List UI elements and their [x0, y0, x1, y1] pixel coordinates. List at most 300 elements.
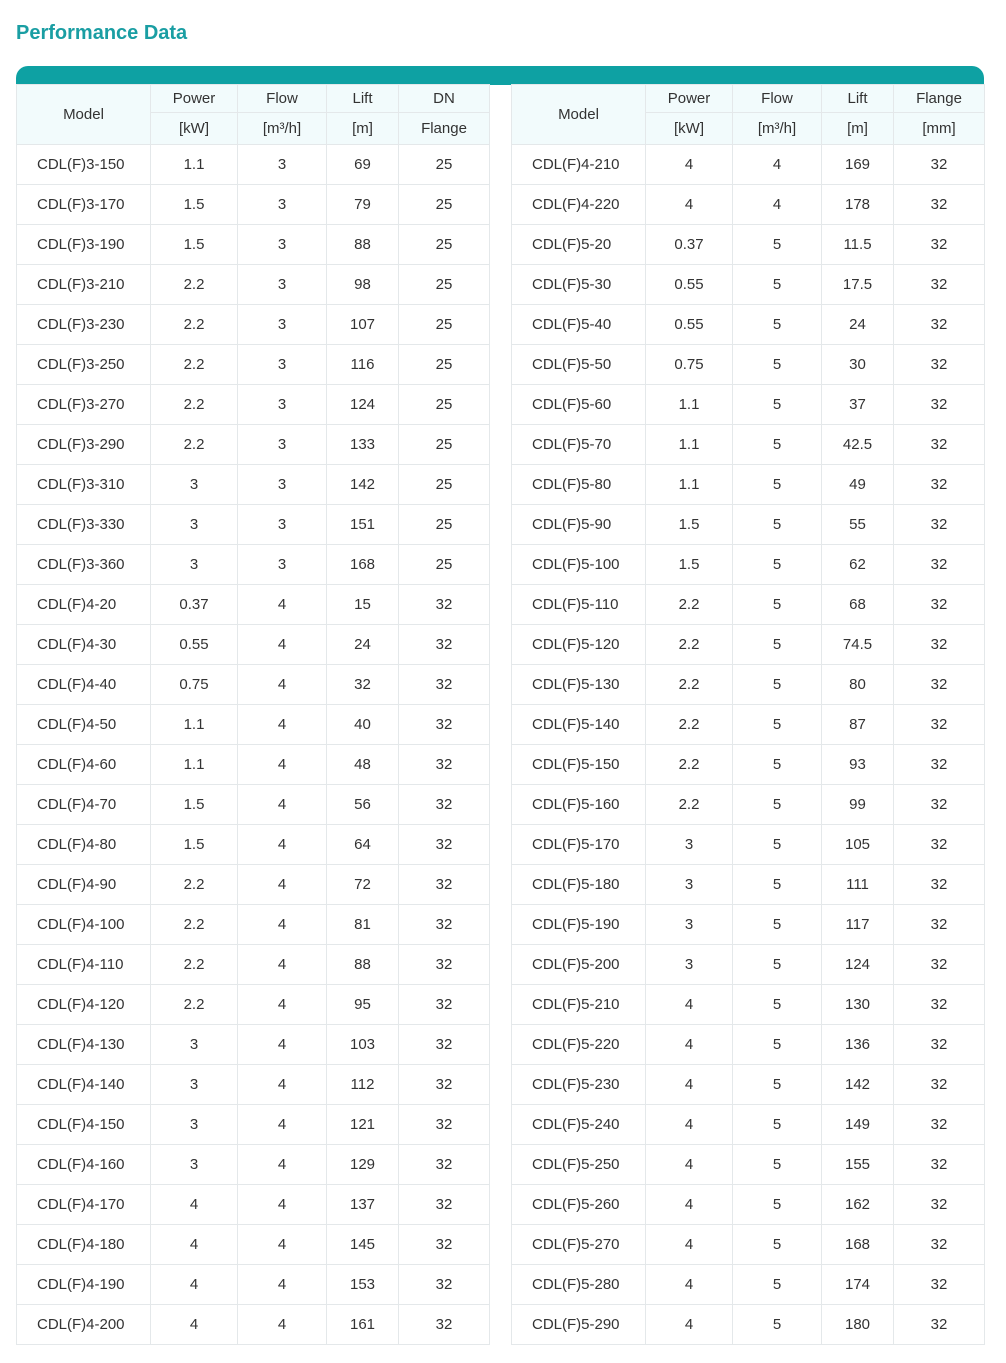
- cell-power: 4: [646, 1265, 733, 1305]
- cell-model: CDL(F)5-210: [512, 985, 646, 1025]
- cell-lift: 161: [327, 1305, 399, 1345]
- cell-power: 4: [646, 1065, 733, 1105]
- cell-power: 4: [151, 1225, 238, 1265]
- cell-flange: 32: [399, 705, 490, 745]
- cell-flow: 5: [733, 1265, 822, 1305]
- cell-flow: 4: [238, 1105, 327, 1145]
- cell-model: CDL(F)3-330: [17, 505, 151, 545]
- table-row: [512, 545, 985, 585]
- cell-lift: 88: [327, 225, 399, 265]
- cell-lift: 153: [327, 1265, 399, 1305]
- table-row: [512, 705, 985, 745]
- cell-power: 2.2: [151, 305, 238, 345]
- cell-power: 4: [646, 185, 733, 225]
- cell-flow: 4: [733, 145, 822, 185]
- cell-power: 3: [151, 465, 238, 505]
- cell-lift: 69: [327, 145, 399, 185]
- cell-flow: 5: [733, 545, 822, 585]
- cell-flange: 25: [399, 545, 490, 585]
- cell-lift: 68: [822, 585, 894, 625]
- cell-lift: 169: [822, 145, 894, 185]
- cell-flow: 4: [238, 705, 327, 745]
- cell-model: CDL(F)5-100: [512, 545, 646, 585]
- cell-flange: 32: [894, 345, 985, 385]
- performance-table-right: [511, 84, 985, 1345]
- header-flow-unit: [m³/h]: [733, 113, 822, 145]
- cell-lift: 32: [327, 665, 399, 705]
- cell-flow: 3: [238, 385, 327, 425]
- cell-lift: 87: [822, 705, 894, 745]
- cell-lift: 48: [327, 745, 399, 785]
- cell-model: CDL(F)5-140: [512, 705, 646, 745]
- table-row: [512, 665, 985, 705]
- cell-flow: 4: [733, 185, 822, 225]
- cell-lift: 168: [822, 1225, 894, 1265]
- table-row: [17, 305, 490, 345]
- cell-lift: 88: [327, 945, 399, 985]
- cell-flow: 4: [238, 1185, 327, 1225]
- cell-flange: 32: [894, 625, 985, 665]
- header-flange: Flange: [399, 113, 490, 145]
- cell-flow: 5: [733, 1185, 822, 1225]
- header-power-unit: [kW]: [151, 113, 238, 145]
- table-row: [17, 985, 490, 1025]
- cell-lift: 105: [822, 825, 894, 865]
- cell-flange: 32: [894, 425, 985, 465]
- cell-power: 1.5: [151, 185, 238, 225]
- cell-model: CDL(F)4-90: [17, 865, 151, 905]
- table-row: [512, 265, 985, 305]
- cell-flange: 32: [894, 1305, 985, 1345]
- cell-power: 2.2: [151, 265, 238, 305]
- cell-flow: 5: [733, 345, 822, 385]
- cell-flow: 5: [733, 665, 822, 705]
- cell-flange: 32: [399, 985, 490, 1025]
- cell-model: CDL(F)5-180: [512, 865, 646, 905]
- cell-model: CDL(F)4-210: [512, 145, 646, 185]
- cell-flange: 32: [399, 745, 490, 785]
- cell-flow: 4: [238, 785, 327, 825]
- cell-model: CDL(F)4-200: [17, 1305, 151, 1345]
- cell-flange: 32: [399, 1185, 490, 1225]
- cell-model: CDL(F)4-40: [17, 665, 151, 705]
- cell-power: 1.5: [151, 785, 238, 825]
- table-row: [512, 385, 985, 425]
- table-row: [17, 345, 490, 385]
- cell-flow: 4: [238, 665, 327, 705]
- cell-model: CDL(F)3-150: [17, 145, 151, 185]
- table-row: [17, 145, 490, 185]
- cell-flange: 25: [399, 305, 490, 345]
- cell-flange: 32: [894, 305, 985, 345]
- table-row: [17, 865, 490, 905]
- cell-flange: 32: [894, 385, 985, 425]
- cell-flow: 4: [238, 1065, 327, 1105]
- cell-flow: 4: [238, 1145, 327, 1185]
- cell-power: 3: [151, 545, 238, 585]
- cell-power: 3: [151, 1145, 238, 1185]
- cell-model: CDL(F)4-140: [17, 1065, 151, 1105]
- cell-flange: 32: [399, 865, 490, 905]
- table-row: [512, 905, 985, 945]
- table-row: [512, 425, 985, 465]
- cell-model: CDL(F)5-110: [512, 585, 646, 625]
- cell-flange: 32: [399, 1145, 490, 1185]
- cell-model: CDL(F)5-120: [512, 625, 646, 665]
- cell-flange: 32: [894, 905, 985, 945]
- cell-flange: 32: [894, 545, 985, 585]
- cell-flange: 32: [399, 1105, 490, 1145]
- cell-flange: 32: [399, 825, 490, 865]
- cell-power: 3: [646, 825, 733, 865]
- cell-power: 4: [646, 985, 733, 1025]
- cell-lift: 99: [822, 785, 894, 825]
- cell-power: 0.75: [646, 345, 733, 385]
- cell-power: 4: [646, 145, 733, 185]
- table-row: [512, 945, 985, 985]
- table-row: [17, 1065, 490, 1105]
- cell-flange: 32: [894, 1185, 985, 1225]
- cell-model: CDL(F)4-190: [17, 1265, 151, 1305]
- cell-model: CDL(F)5-290: [512, 1305, 646, 1345]
- table-row: [17, 625, 490, 665]
- cell-flow: 5: [733, 945, 822, 985]
- cell-lift: 117: [822, 905, 894, 945]
- cell-flow: 4: [238, 1265, 327, 1305]
- cell-model: CDL(F)5-240: [512, 1105, 646, 1145]
- cell-power: 2.2: [151, 985, 238, 1025]
- cell-flow: 5: [733, 1025, 822, 1065]
- cell-flange: 32: [399, 1265, 490, 1305]
- cell-model: CDL(F)4-80: [17, 825, 151, 865]
- cell-flow: 4: [238, 625, 327, 665]
- cell-power: 2.2: [646, 625, 733, 665]
- cell-flange: 25: [399, 225, 490, 265]
- cell-model: CDL(F)4-70: [17, 785, 151, 825]
- header-flange-unit: [mm]: [894, 113, 985, 145]
- table-row: [512, 345, 985, 385]
- cell-model: CDL(F)5-40: [512, 305, 646, 345]
- cell-flange: 25: [399, 345, 490, 385]
- cell-flange: 25: [399, 185, 490, 225]
- cell-power: 4: [646, 1105, 733, 1145]
- header-model: Model: [17, 85, 151, 145]
- cell-lift: 40: [327, 705, 399, 745]
- cell-power: 2.2: [646, 745, 733, 785]
- cell-flange: 32: [894, 265, 985, 305]
- cell-lift: 180: [822, 1305, 894, 1345]
- cell-power: 1.1: [646, 465, 733, 505]
- cell-lift: 81: [327, 905, 399, 945]
- table-row: [512, 865, 985, 905]
- cell-power: 4: [646, 1145, 733, 1185]
- cell-flow: 3: [238, 225, 327, 265]
- cell-flange: 32: [894, 745, 985, 785]
- cell-lift: 149: [822, 1105, 894, 1145]
- table-row: [512, 1145, 985, 1185]
- cell-lift: 136: [822, 1025, 894, 1065]
- cell-flow: 3: [238, 465, 327, 505]
- cell-lift: 133: [327, 425, 399, 465]
- table-row: [17, 745, 490, 785]
- cell-flange: 32: [399, 785, 490, 825]
- table-row: [512, 985, 985, 1025]
- cell-flange: 25: [399, 385, 490, 425]
- table-row: [512, 825, 985, 865]
- cell-model: CDL(F)5-90: [512, 505, 646, 545]
- table-row: [17, 385, 490, 425]
- cell-flange: 32: [894, 465, 985, 505]
- table-row: [512, 785, 985, 825]
- cell-model: CDL(F)5-60: [512, 385, 646, 425]
- cell-model: CDL(F)4-180: [17, 1225, 151, 1265]
- table-row: [512, 1065, 985, 1105]
- cell-power: 4: [151, 1185, 238, 1225]
- cell-power: 0.37: [151, 585, 238, 625]
- cell-power: 4: [646, 1225, 733, 1265]
- table-row: [512, 585, 985, 625]
- cell-flange: 32: [894, 1065, 985, 1105]
- cell-model: CDL(F)3-230: [17, 305, 151, 345]
- cell-flange: 32: [399, 585, 490, 625]
- cell-flow: 3: [238, 545, 327, 585]
- cell-model: CDL(F)3-210: [17, 265, 151, 305]
- cell-flange: 32: [894, 785, 985, 825]
- cell-power: 3: [646, 905, 733, 945]
- cell-power: 3: [151, 1065, 238, 1105]
- cell-flow: 5: [733, 1145, 822, 1185]
- cell-lift: 103: [327, 1025, 399, 1065]
- table-row: [17, 785, 490, 825]
- cell-model: CDL(F)3-360: [17, 545, 151, 585]
- table-row: [512, 465, 985, 505]
- cell-power: 0.75: [151, 665, 238, 705]
- table-row: [512, 1265, 985, 1305]
- table-row: [512, 1305, 985, 1345]
- cell-flange: 32: [894, 1025, 985, 1065]
- cell-model: CDL(F)4-100: [17, 905, 151, 945]
- cell-power: 2.2: [646, 585, 733, 625]
- cell-power: 1.5: [151, 825, 238, 865]
- cell-flange: 32: [894, 665, 985, 705]
- cell-model: CDL(F)4-120: [17, 985, 151, 1025]
- cell-model: CDL(F)5-30: [512, 265, 646, 305]
- cell-model: CDL(F)4-30: [17, 625, 151, 665]
- cell-power: 1.1: [646, 425, 733, 465]
- cell-power: 3: [646, 945, 733, 985]
- table-row: [512, 1105, 985, 1145]
- cell-power: 1.5: [646, 505, 733, 545]
- cell-power: 3: [151, 1025, 238, 1065]
- cell-flange: 32: [894, 1225, 985, 1265]
- cell-lift: 174: [822, 1265, 894, 1305]
- cell-model: CDL(F)5-250: [512, 1145, 646, 1185]
- table-row: [17, 665, 490, 705]
- header-accent-bar: [16, 66, 984, 85]
- cell-flow: 5: [733, 745, 822, 785]
- cell-model: CDL(F)4-150: [17, 1105, 151, 1145]
- cell-flow: 4: [238, 1025, 327, 1065]
- cell-flange: 25: [399, 465, 490, 505]
- cell-lift: 30: [822, 345, 894, 385]
- cell-model: CDL(F)4-50: [17, 705, 151, 745]
- table-row: [512, 185, 985, 225]
- cell-power: 2.2: [646, 665, 733, 705]
- cell-lift: 72: [327, 865, 399, 905]
- table-row: [512, 305, 985, 345]
- cell-flange: 32: [399, 665, 490, 705]
- cell-flange: 32: [399, 1025, 490, 1065]
- table-row: [17, 1025, 490, 1065]
- cell-model: CDL(F)5-270: [512, 1225, 646, 1265]
- cell-flange: 32: [894, 505, 985, 545]
- table-row: [17, 1145, 490, 1185]
- cell-flange: 32: [894, 1265, 985, 1305]
- header-dn: DN: [399, 85, 490, 113]
- table-row: [17, 1105, 490, 1145]
- cell-model: CDL(F)3-290: [17, 425, 151, 465]
- cell-power: 1.1: [151, 705, 238, 745]
- cell-lift: 37: [822, 385, 894, 425]
- cell-flange: 32: [894, 865, 985, 905]
- cell-power: 0.37: [646, 225, 733, 265]
- cell-flow: 5: [733, 1305, 822, 1345]
- cell-flange: 32: [894, 825, 985, 865]
- cell-model: CDL(F)4-130: [17, 1025, 151, 1065]
- table-row: [17, 425, 490, 465]
- header-power: Power: [646, 85, 733, 113]
- cell-flange: 32: [399, 1225, 490, 1265]
- cell-power: 0.55: [646, 265, 733, 305]
- cell-flow: 5: [733, 465, 822, 505]
- cell-flange: 32: [399, 1305, 490, 1345]
- cell-model: CDL(F)5-80: [512, 465, 646, 505]
- cell-lift: 116: [327, 345, 399, 385]
- cell-flow: 5: [733, 1225, 822, 1265]
- table-row: [512, 1185, 985, 1225]
- cell-flow: 4: [238, 985, 327, 1025]
- cell-lift: 107: [327, 305, 399, 345]
- cell-model: CDL(F)5-70: [512, 425, 646, 465]
- cell-flange: 25: [399, 145, 490, 185]
- cell-flow: 5: [733, 705, 822, 745]
- header-flange: Flange: [894, 85, 985, 113]
- cell-model: CDL(F)5-160: [512, 785, 646, 825]
- cell-lift: 111: [822, 865, 894, 905]
- cell-model: CDL(F)5-280: [512, 1265, 646, 1305]
- cell-flow: 5: [733, 1105, 822, 1145]
- table-row: [17, 225, 490, 265]
- cell-lift: 121: [327, 1105, 399, 1145]
- cell-lift: 17.5: [822, 265, 894, 305]
- cell-flange: 32: [399, 945, 490, 985]
- header-flow: Flow: [733, 85, 822, 113]
- cell-model: CDL(F)4-110: [17, 945, 151, 985]
- cell-model: CDL(F)5-200: [512, 945, 646, 985]
- cell-model: CDL(F)5-130: [512, 665, 646, 705]
- cell-flow: 5: [733, 505, 822, 545]
- cell-lift: 95: [327, 985, 399, 1025]
- cell-power: 3: [151, 505, 238, 545]
- cell-flange: 32: [894, 225, 985, 265]
- cell-lift: 24: [822, 305, 894, 345]
- cell-flow: 3: [238, 305, 327, 345]
- cell-power: 2.2: [151, 945, 238, 985]
- cell-lift: 112: [327, 1065, 399, 1105]
- cell-flow: 5: [733, 1065, 822, 1105]
- cell-flow: 5: [733, 385, 822, 425]
- cell-flow: 5: [733, 865, 822, 905]
- cell-flow: 5: [733, 305, 822, 345]
- cell-power: 0.55: [151, 625, 238, 665]
- cell-lift: 151: [327, 505, 399, 545]
- cell-flange: 32: [399, 905, 490, 945]
- cell-flange: 32: [894, 705, 985, 745]
- cell-flow: 5: [733, 265, 822, 305]
- table-row: [17, 705, 490, 745]
- header-lift: Lift: [327, 85, 399, 113]
- cell-lift: 11.5: [822, 225, 894, 265]
- cell-power: 4: [646, 1305, 733, 1345]
- cell-lift: 142: [327, 465, 399, 505]
- cell-flow: 4: [238, 945, 327, 985]
- cell-model: CDL(F)4-20: [17, 585, 151, 625]
- cell-model: CDL(F)4-160: [17, 1145, 151, 1185]
- cell-flange: 32: [399, 625, 490, 665]
- cell-flange: 25: [399, 425, 490, 465]
- cell-power: 4: [646, 1185, 733, 1225]
- header-power: Power: [151, 85, 238, 113]
- cell-lift: 168: [327, 545, 399, 585]
- cell-lift: 64: [327, 825, 399, 865]
- cell-model: CDL(F)4-220: [512, 185, 646, 225]
- cell-lift: 15: [327, 585, 399, 625]
- table-row: [512, 625, 985, 665]
- cell-flange: 32: [894, 585, 985, 625]
- performance-table-left: [16, 84, 490, 1345]
- table-row: [17, 1305, 490, 1345]
- cell-lift: 55: [822, 505, 894, 545]
- cell-model: CDL(F)5-260: [512, 1185, 646, 1225]
- cell-flow: 5: [733, 985, 822, 1025]
- cell-flange: 32: [894, 145, 985, 185]
- cell-lift: 79: [327, 185, 399, 225]
- header-model: Model: [512, 85, 646, 145]
- cell-power: 2.2: [151, 905, 238, 945]
- cell-model: CDL(F)5-20: [512, 225, 646, 265]
- header-power-unit: [kW]: [646, 113, 733, 145]
- header-flow-unit: [m³/h]: [238, 113, 327, 145]
- cell-model: CDL(F)5-50: [512, 345, 646, 385]
- cell-flow: 5: [733, 785, 822, 825]
- cell-model: CDL(F)4-170: [17, 1185, 151, 1225]
- header-lift-unit: [m]: [327, 113, 399, 145]
- cell-flow: 5: [733, 625, 822, 665]
- cell-flange: 25: [399, 505, 490, 545]
- page-title: Performance Data: [16, 22, 188, 44]
- header-lift-unit: [m]: [822, 113, 894, 145]
- cell-model: CDL(F)5-150: [512, 745, 646, 785]
- cell-flange: 32: [894, 185, 985, 225]
- cell-lift: 145: [327, 1225, 399, 1265]
- cell-lift: 142: [822, 1065, 894, 1105]
- cell-model: CDL(F)5-220: [512, 1025, 646, 1065]
- cell-flange: 32: [894, 985, 985, 1025]
- cell-lift: 162: [822, 1185, 894, 1225]
- cell-model: CDL(F)3-170: [17, 185, 151, 225]
- cell-power: 2.2: [151, 425, 238, 465]
- cell-lift: 155: [822, 1145, 894, 1185]
